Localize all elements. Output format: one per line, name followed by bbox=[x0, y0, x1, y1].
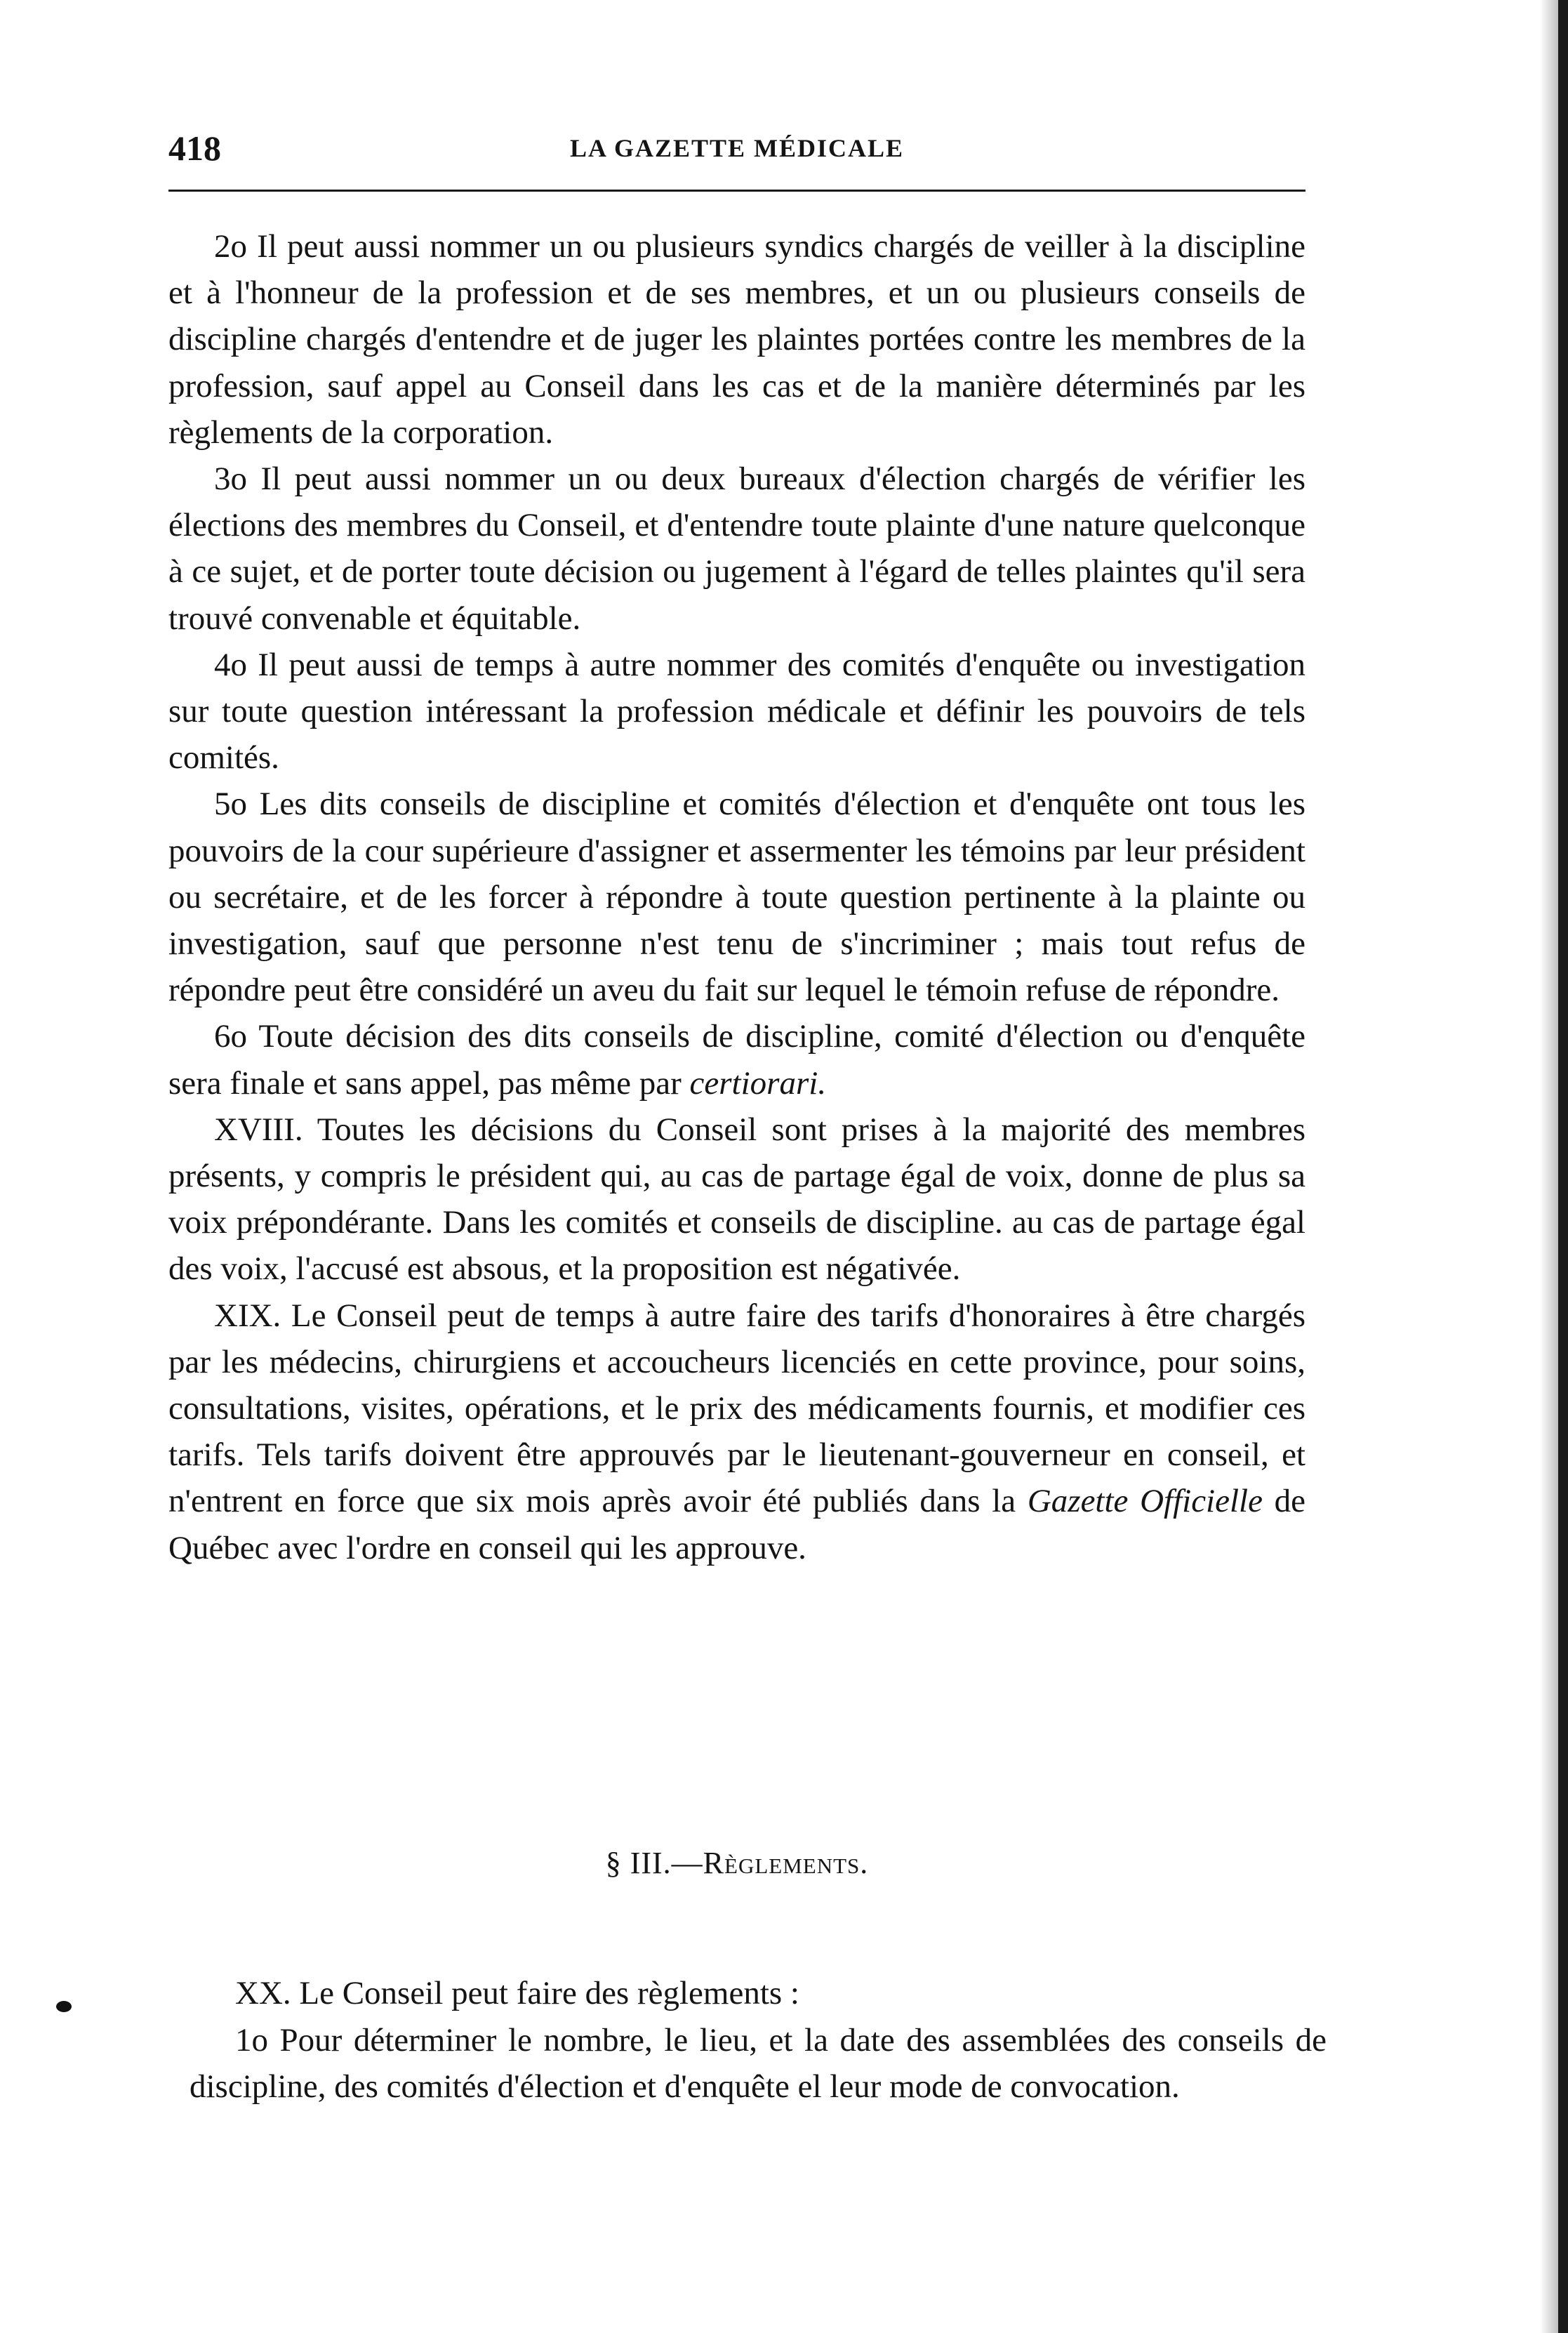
body-text bbox=[168, 223, 1305, 1571]
paragraph-4o: 4o Il peut aussi de temps à autre nommer des comités d'enquête ou investigation sur toute question intéressant la profession médicale et définir les pouvoirs de tels comités. bbox=[168, 646, 1305, 776]
section-number: § III.— bbox=[605, 1846, 703, 1880]
paragraph-xviii: XVIII. Toutes les décisions du Conseil sont prises à la majorité des membres présents, y compris le président qui, au cas de partage égal de voix, donne de plus sa voix prépondérante. Dans les comités et conseils de discipline. au cas de partage égal des voix, l'accusé est absous, et la proposition est négativée. bbox=[168, 1111, 1305, 1288]
paragraph-xix-text: XIX. Le Conseil peut de temps à autre faire des tarifs d'honoraires à être chargés par les médecins, chirurgiens et accoucheurs licenciés en cette province, pour soins, consultations, visites, opérations, et le prix des médicaments fournis, et modifier ces tarifs. Tels tarifs doivent être approuvés par le lieutenant-gouverneur en conseil, et n'entrent en force que six mois après avoir été publiés dans la bbox=[168, 1297, 1305, 1520]
running-title: LA GAZETTE MÉDICALE bbox=[569, 134, 905, 162]
section-heading bbox=[168, 1845, 1305, 1881]
paragraph-6o bbox=[168, 1013, 1305, 1106]
paragraph-xx: XX. Le Conseil peut faire des règlements : bbox=[235, 1975, 799, 2011]
ink-blot bbox=[56, 2001, 72, 2012]
header-rule bbox=[168, 190, 1305, 192]
paragraph-6o-text: 6o Toute décision des dits conseils de discipline, comité d'élection ou d'enquête sera finale et sans appel, pas même par bbox=[168, 1018, 1305, 1102]
paragraph-3o: 3o Il peut aussi nommer un ou deux bureaux d'élection chargés de vérifier les élections des membres du Conseil, et d'entendre toute plainte d'une nature quelconque à ce sujet, et de porter toute décision ou jugement à l'égard de telles plaintes qu'il sera trouvé convenable et équitable. bbox=[168, 461, 1305, 637]
paragraph-xix-tail: de Québec avec l'ordre en conseil qui les approuve. bbox=[168, 1483, 1306, 1566]
paragraph-2o: 2o Il peut aussi nommer un ou plusieurs syndics chargés de veiller à la discipline et à l'honneur de la profession et de ses membres, et un ou plusieurs conseils de discipline chargés d'entendre et de juger les plaintes portées contre les membres de la profession, sauf appel au Conseil dans les cas et de la manière déterminés par les règlements de la corporation. bbox=[168, 228, 1305, 451]
binding-shadow bbox=[1540, 0, 1558, 2333]
binding-edge bbox=[1558, 0, 1568, 2333]
paragraph-1o: 1o Pour déterminer le nombre, le lieu, et la date des assemblées des conseils de discipline, des comités d'élection et d'enquête el leur mode de convocation. bbox=[190, 2021, 1327, 2105]
body-text-reglements bbox=[190, 1970, 1327, 2110]
paragraph-xix bbox=[168, 1293, 1305, 1571]
page-header bbox=[168, 128, 1305, 170]
italic-certiorari: certiorari. bbox=[689, 1064, 827, 1102]
page-number: 418 bbox=[168, 128, 221, 168]
italic-gazette-officielle: Gazette Officielle bbox=[1027, 1483, 1263, 1520]
section-title: Règlements. bbox=[703, 1846, 869, 1880]
paragraph-5o: 5o Les dits conseils de discipline et comités d'élection et d'enquête ont tous les pouvoirs de la cour supérieure d'assigner et assermenter les témoins par leur président ou secrétaire, et de les forcer à répondre à toute question pertinente à la plainte ou investigation, sauf que personne n'est tenu de s'incriminer ; mais tout refus de répondre peut être considéré un aveu du fait sur lequel le témoin refuse de répondre. bbox=[168, 786, 1305, 1009]
